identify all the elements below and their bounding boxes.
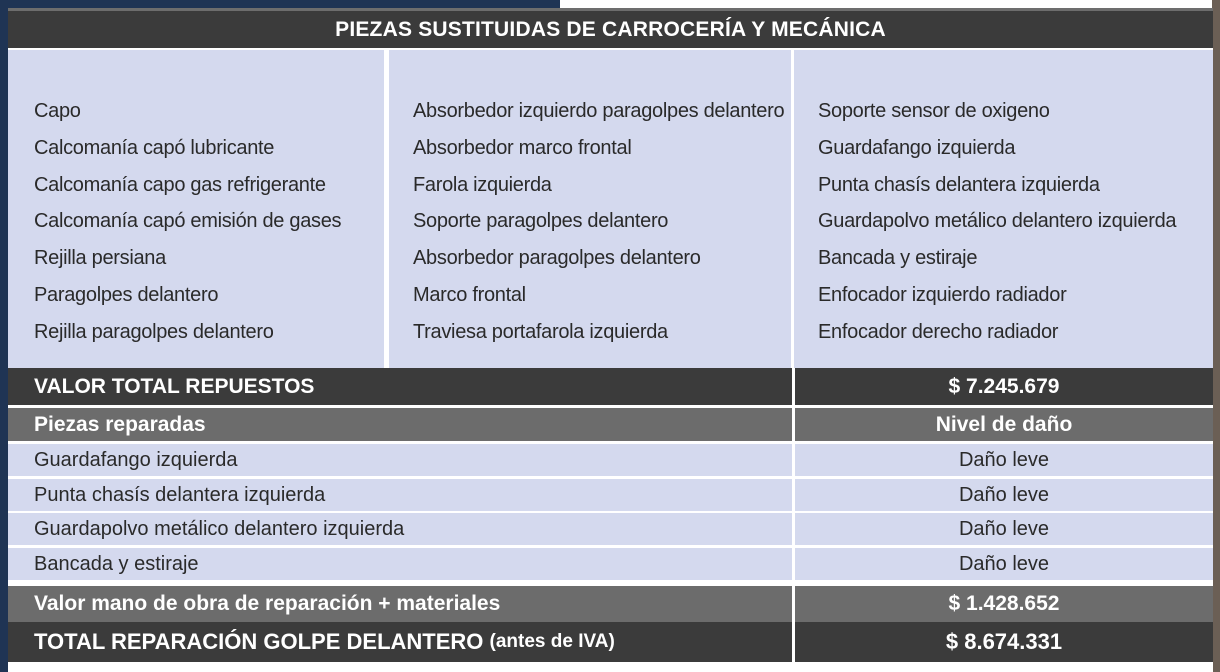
table-title: PIEZAS SUSTITUIDAS DE CARROCERÍA Y MECÁNICA bbox=[8, 8, 1213, 48]
list-item: Absorbedor paragolpes delantero bbox=[413, 247, 701, 270]
list-item: Rejilla persiana bbox=[34, 247, 166, 270]
list-item: Absorbedor marco frontal bbox=[413, 136, 632, 159]
list-item: Enfocador izquierdo radiador bbox=[818, 283, 1067, 306]
parts-table bbox=[8, 8, 1213, 672]
list-item: Capo bbox=[34, 100, 81, 122]
damage-level: Daño leve bbox=[792, 513, 1213, 545]
list-item: Calcomanía capó lubricante bbox=[34, 136, 275, 159]
total-repair-value: $ 8.674.331 bbox=[792, 622, 1213, 662]
repaired-part-name: Punta chasís delantera izquierda bbox=[34, 483, 326, 506]
labor-cost-label: Valor mano de obra de reparación + materiales bbox=[34, 592, 501, 615]
table-row bbox=[8, 548, 1213, 580]
repaired-part-name: Bancada y estiraje bbox=[34, 552, 199, 575]
list-item: Punta chasís delantera izquierda bbox=[818, 173, 1100, 196]
table-row bbox=[8, 479, 1213, 511]
list-item: Guardafango izquierda bbox=[818, 136, 1016, 159]
total-repuestos-label: VALOR TOTAL REPUESTOS bbox=[34, 374, 315, 398]
repaired-part-name: Guardapolvo metálico delantero izquierda bbox=[34, 517, 405, 540]
list-item: Enfocador derecho radiador bbox=[818, 320, 1059, 343]
list-item: Absorbedor izquierdo paragolpes delantero bbox=[413, 100, 785, 122]
damage-level: Daño leve bbox=[792, 548, 1213, 580]
table-row bbox=[8, 513, 1213, 545]
repaired-parts-header-row bbox=[8, 408, 1213, 441]
list-item: Paragolpes delantero bbox=[34, 283, 219, 306]
replaced-parts-column-3 bbox=[794, 50, 1213, 372]
list-item: Farola izquierda bbox=[413, 173, 552, 196]
total-repair-label-main: TOTAL REPARACIÓN GOLPE DELANTERO bbox=[34, 629, 484, 654]
repaired-part-name: Guardafango izquierda bbox=[34, 448, 238, 471]
total-repair-label bbox=[8, 622, 792, 662]
damage-level-header: Nivel de daño bbox=[792, 408, 1213, 441]
list-item: Guardapolvo metálico delantero izquierda bbox=[818, 210, 1177, 233]
replaced-parts-column-1 bbox=[8, 50, 384, 372]
list-item: Rejilla paragolpes delantero bbox=[34, 320, 274, 343]
list-item: Bancada y estiraje bbox=[818, 247, 978, 270]
list-item: Soporte paragolpes delantero bbox=[413, 210, 669, 233]
labor-cost-row bbox=[8, 586, 1213, 622]
total-repair-row bbox=[8, 622, 1213, 662]
list-item: Marco frontal bbox=[413, 283, 526, 306]
list-item: Soporte sensor de oxigeno bbox=[818, 100, 1050, 122]
list-item: Traviesa portafarola izquierda bbox=[413, 320, 668, 343]
labor-cost-value: $ 1.428.652 bbox=[792, 586, 1213, 622]
total-repair-label-suffix: (antes de IVA) bbox=[489, 631, 615, 652]
total-repuestos-row bbox=[8, 368, 1213, 405]
replaced-parts-area bbox=[8, 48, 1213, 374]
background-right-edge bbox=[1212, 0, 1220, 672]
total-repuestos-value: $ 7.245.679 bbox=[792, 368, 1213, 405]
background-top-strip bbox=[560, 0, 1220, 8]
table-row bbox=[8, 444, 1213, 476]
list-item: Calcomanía capo gas refrigerante bbox=[34, 173, 326, 196]
damage-level: Daño leve bbox=[792, 479, 1213, 511]
repaired-parts-header: Piezas reparadas bbox=[34, 412, 206, 436]
replaced-parts-column-2 bbox=[389, 50, 791, 372]
list-item: Calcomanía capó emisión de gases bbox=[34, 210, 342, 233]
damage-level: Daño leve bbox=[792, 444, 1213, 476]
